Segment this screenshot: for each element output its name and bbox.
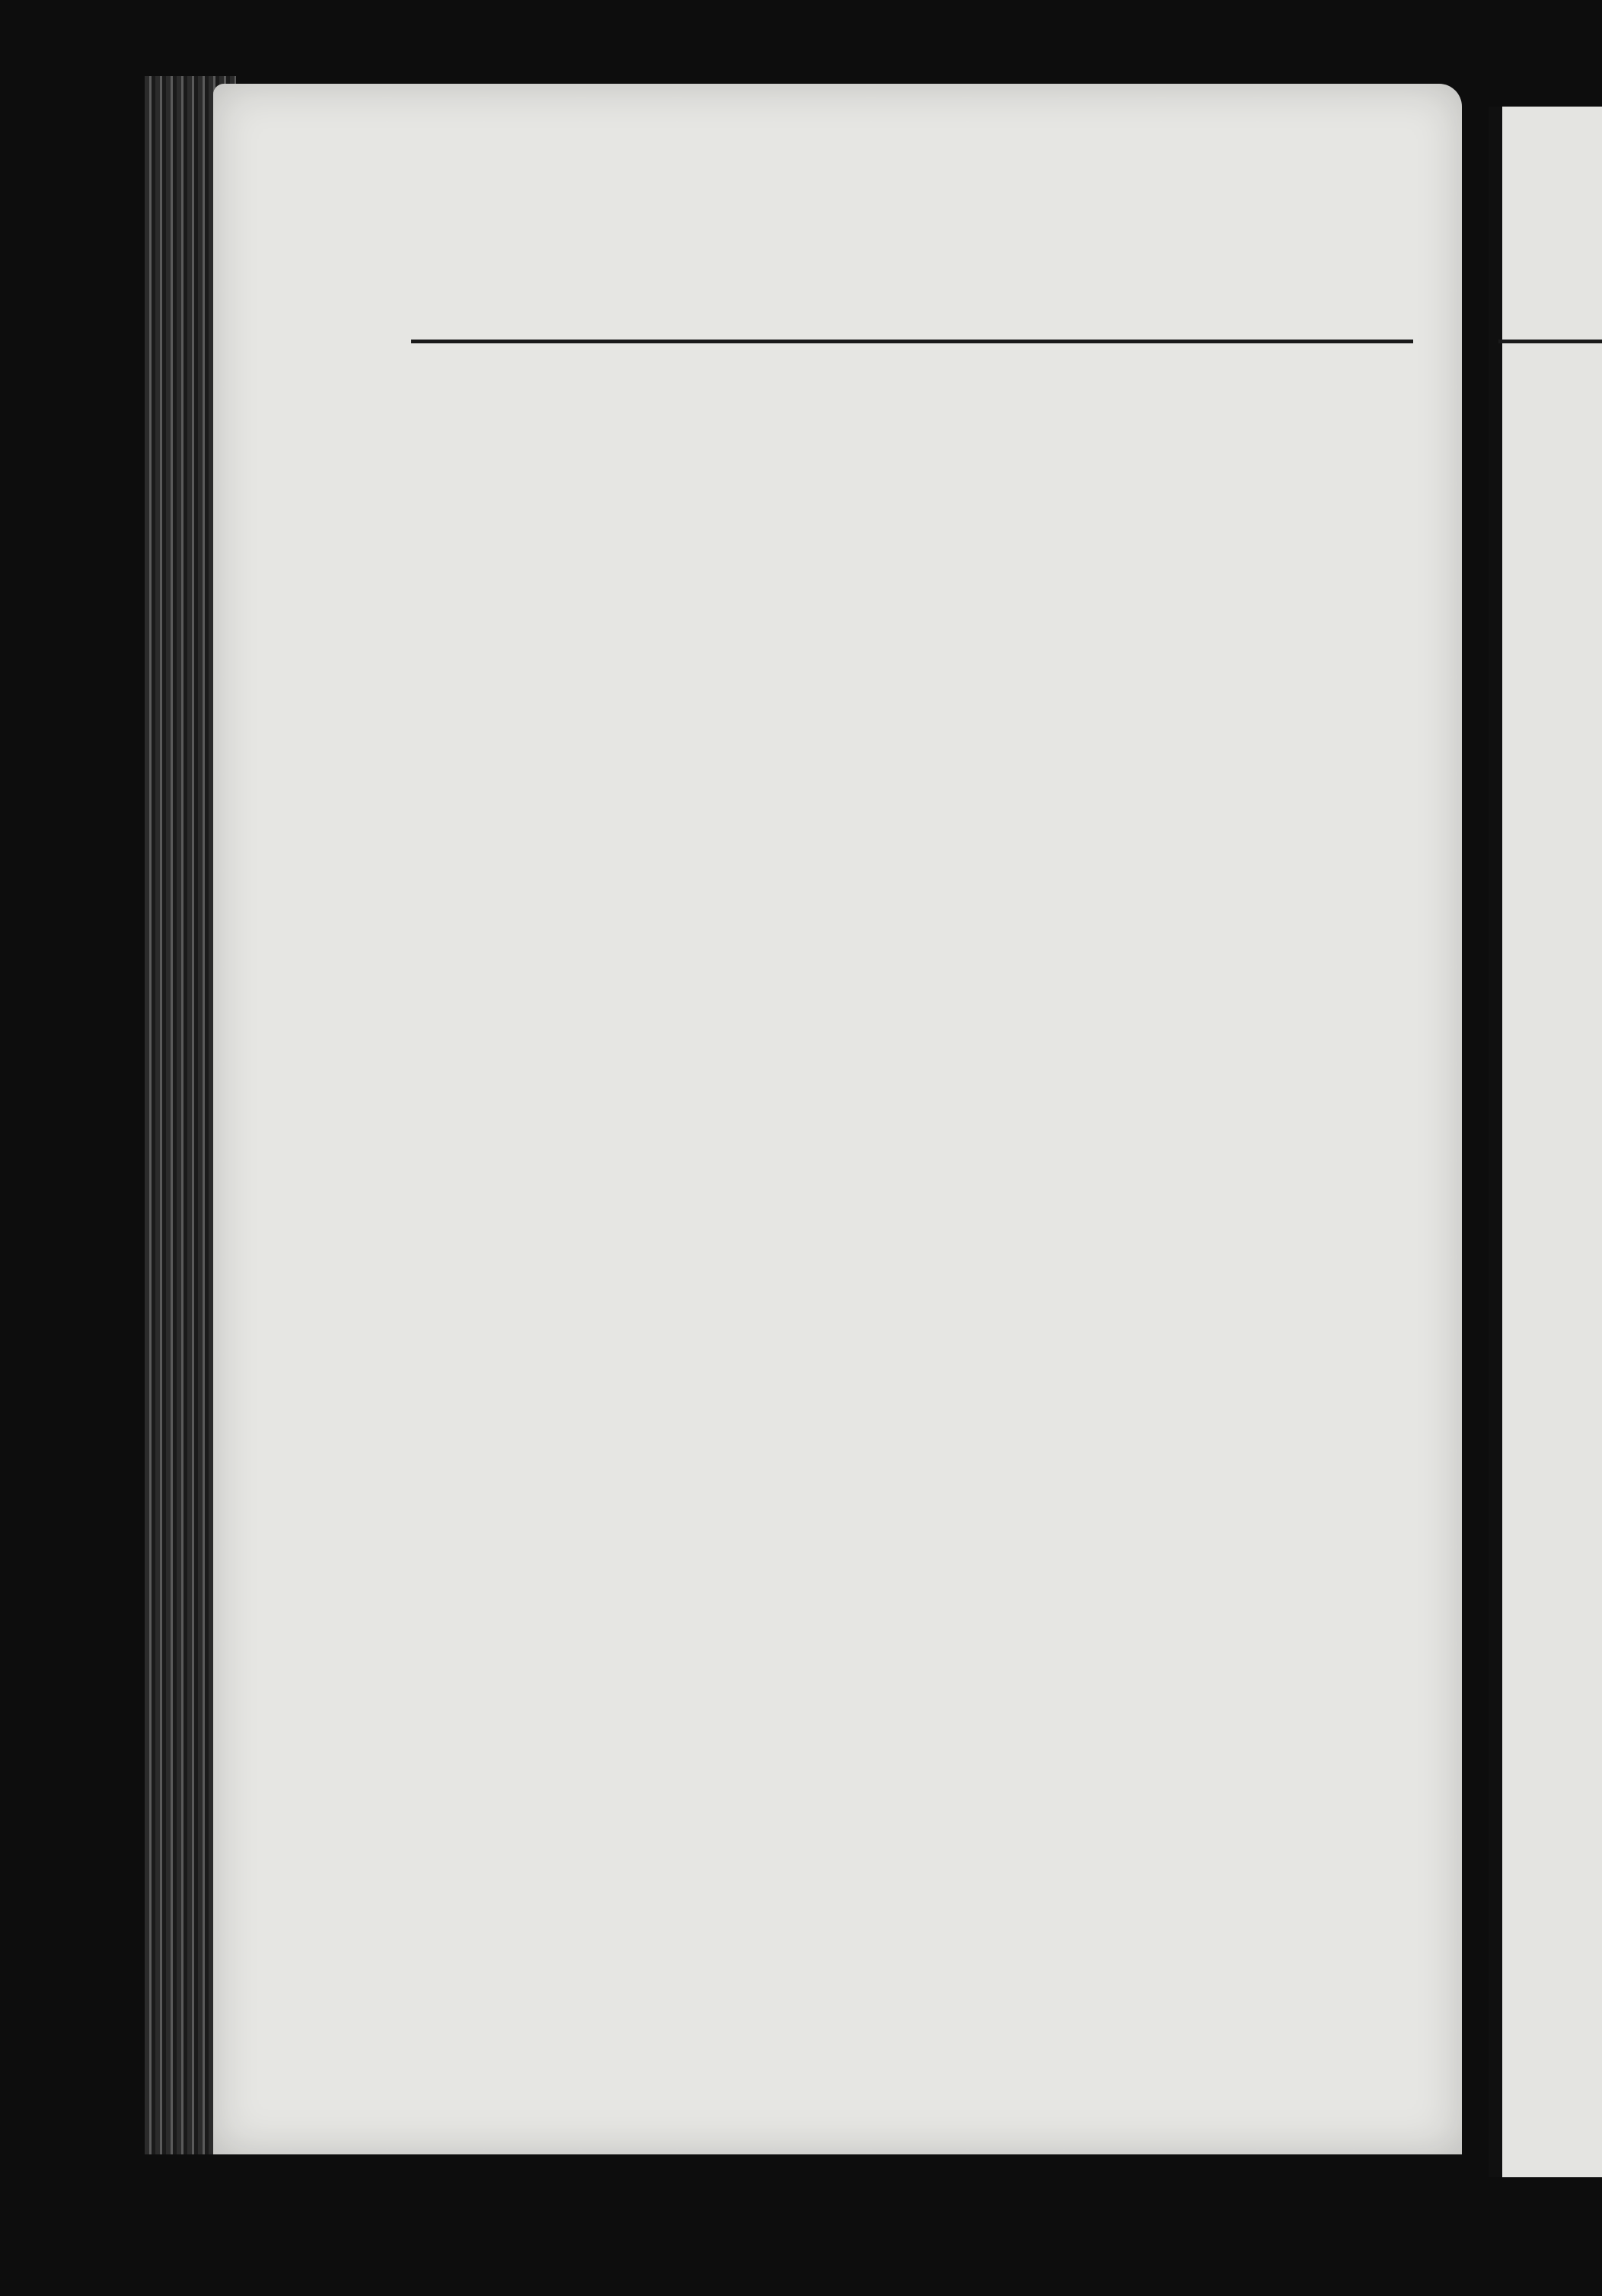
facing-page-numbers xyxy=(1504,0,1602,2296)
